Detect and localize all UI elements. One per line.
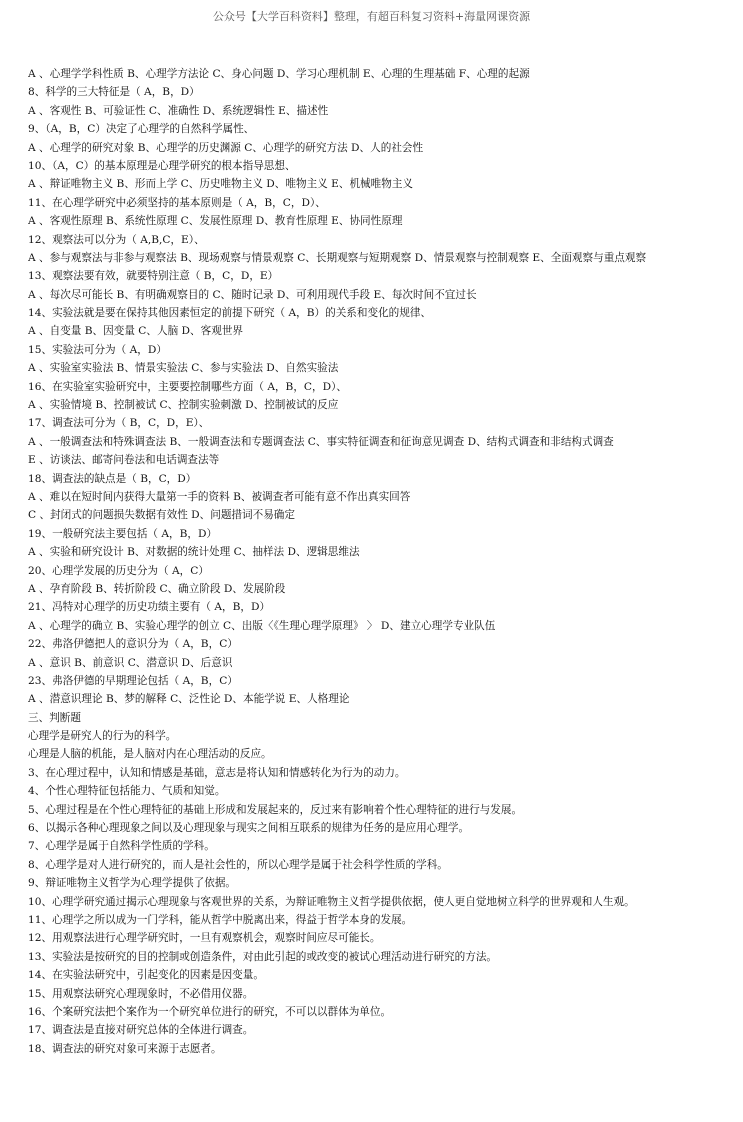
option-line: A 、每次尽可能长 B、有明确观察目的 C、随时记录 D、可利用现代手段 E、每次时间不宜过长	[28, 288, 477, 301]
question-line: 21、冯特对心理学的历史功绩主要有（ A，B，D）	[28, 601, 271, 614]
option-line: A 、一般调查法和特殊调查法 B、一般调查法和专题调查法 C、事实特征调查和征询意见调查 D、结构式调查和非结构式调查	[28, 435, 614, 448]
page-header: 公众号【大学百科资料】整理，有超百科复习资料+海量网课资源	[212, 10, 531, 23]
question-line: 19、一般研究法主要包括（ A，B，D）	[28, 527, 218, 540]
question-line: 心理学是研究人的行为的科学。	[28, 730, 177, 743]
question-line: 11、在心理学研究中必须坚持的基本原则是（ A，B，C，D）、	[28, 196, 326, 209]
question-line: 13、实验法是按研究的目的控制或创造条件，对由此引起的或改变的被试心理活动进行研究的方法。	[28, 950, 498, 963]
question-line: 12、观察法可以分为（ A,B,C，E）、	[28, 233, 205, 246]
question-line: 23、弗洛伊德的早期理论包括（ A，B，C）	[28, 674, 238, 687]
option-line: A 、心理学的研究对象 B、心理学的历史渊源 C、心理学的研究方法 D、人的社会性	[28, 141, 424, 154]
option-line: A 、客观性原理 B、系统性原理 C、发展性原理 D、教育性原理 E、协同性原理	[28, 215, 403, 228]
option-line: C 、封闭式的问题损失数据有效性 D、问题措词不易确定	[28, 509, 295, 522]
question-line: 18、调查法的缺点是（ B，C，D）	[28, 472, 197, 485]
question-line: 15、用观察法研究心理现象时，不必借用仪器。	[28, 987, 254, 1000]
question-line: 8、心理学是对人进行研究的，而人是社会性的，所以心理学是属于社会科学性质的学科。	[28, 858, 448, 871]
option-line: A 、实验室实验法 B、情景实验法 C、参与实验法 D、自然实验法	[28, 362, 339, 375]
question-line: 7、心理学是属于自然科学性质的学科。	[28, 840, 215, 853]
option-line: A 、意识 B、前意识 C、潜意识 D、后意识	[28, 656, 233, 669]
question-line: 4、个性心理特征包括能力、气质和知觉。	[28, 785, 226, 798]
option-line: A 、辩证唯物主义 B、形而上学 C、历史唯物主义 D、唯物主义 E、机械唯物主义	[28, 178, 414, 191]
option-line: A 、客观性 B、可验证性 C、准确性 D、系统逻辑性 E、描述性	[28, 104, 329, 117]
question-line: 9、辩证唯物主义哲学为心理学提供了依据。	[28, 877, 237, 890]
option-line: A 、孕育阶段 B、转折阶段 C、确立阶段 D、发展阶段	[28, 582, 286, 595]
question-line: 12、用观察法进行心理学研究时，一旦有观察机会，观察时间应尽可能长。	[28, 932, 381, 945]
document-body	[28, 65, 718, 1058]
question-line: 16、个案研究法把个案作为一个研究单位进行的研究，不可以以群体为单位。	[28, 1005, 392, 1018]
option-line: E 、访谈法、邮寄问卷法和电话调查法等	[28, 454, 220, 467]
option-line: A 、心理学学科性质 B、心理学方法论 C、身心问题 D、学习心理机制 E、心理的生理基础 F、心理的起源	[28, 68, 530, 80]
question-line: 9、（A，B，C）决定了心理学的自然科学属性、	[28, 123, 255, 136]
question-line: 6、以揭示各种心理现象之间以及心理现象与现实之间相互联系的规律为任务的是应用心理学。	[28, 822, 470, 835]
section-heading: 三、判断题	[28, 711, 81, 724]
question-line: 16、在实验室实验研究中，主要要控制哪些方面（ A，B，C，D）、	[28, 380, 348, 393]
question-line: 14、实验法就是要在保持其他因素恒定的前提下研究（ A，B）的关系和变化的规律、	[28, 307, 432, 320]
question-line: 11、心理学之所以成为一门学科，能从哲学中脱离出来，得益于哲学本身的发展。	[28, 914, 413, 926]
question-line: 17、调查法可分为（ B，C，D，E）、	[28, 417, 210, 430]
option-line: A 、心理学的确立 B、实验心理学的创立 C、出版〈《生理心理学原理》 〉 D、建立心理学专业队伍	[28, 619, 496, 632]
question-line: 心理是人脑的机能，是人脑对内在心理活动的反应。	[28, 748, 272, 761]
question-line: 14、在实验法研究中，引起变化的因素是因变量。	[28, 969, 264, 982]
question-line: 10、（A，C）的基本原理是心理学研究的根本指导思想、	[28, 159, 296, 172]
option-line: A 、参与观察法与非参与观察法 B、现场观察与情景观察 C、长期观察与短期观察 D、情景观察与控制观察 E、全面观察与重点观察	[28, 251, 647, 264]
question-line: 22、弗洛伊德把人的意识分为（ A，B，C）	[28, 638, 238, 651]
option-line: A 、难以在短时间内获得大量第一手的资料 B、被调查者可能有意不作出真实回答	[28, 491, 411, 503]
question-line: 15、实验法可分为（ A，D）	[28, 343, 167, 356]
question-line: 17、调查法是直接对研究总体的全体进行调查。	[28, 1024, 254, 1037]
question-line: 10、心理学研究通过揭示心理现象与客观世界的关系，为辩证唯物主义哲学提供依据，使人更自觉地树立科学的世界观和人生观。	[28, 895, 635, 908]
question-line: 8、科学的三大特征是（ A，B，D）	[28, 86, 200, 99]
option-line: A 、自变量 B、因变量 C、人脑 D、客观世界	[28, 325, 244, 338]
question-line: 3、在心理过程中，认知和情感是基础，意志是将认知和情感转化为行为的动力。	[28, 766, 406, 779]
option-line: A 、实验情境 B、控制被试 C、控制实验刺激 D、控制被试的反应	[28, 399, 339, 412]
option-line: A 、潜意识理论 B、梦的解释 C、泛性论 D、本能学说 E、人格理论	[28, 693, 350, 706]
option-line: A 、实验和研究设计 B、对数据的统计处理 C、抽样法 D、逻辑思维法	[28, 546, 360, 559]
question-line: 20、心理学发展的历史分为（ A，C）	[28, 564, 209, 577]
question-line: 13、观察法要有效，就要特别注意（ B，C，D，E）	[28, 270, 279, 283]
question-line: 18、调查法的研究对象可来源于志愿者。	[28, 1042, 222, 1055]
question-line: 5、心理过程是在个性心理特征的基础上形成和发展起来的，反过来有影响着个性心理特征的进行与发展。	[28, 803, 523, 816]
